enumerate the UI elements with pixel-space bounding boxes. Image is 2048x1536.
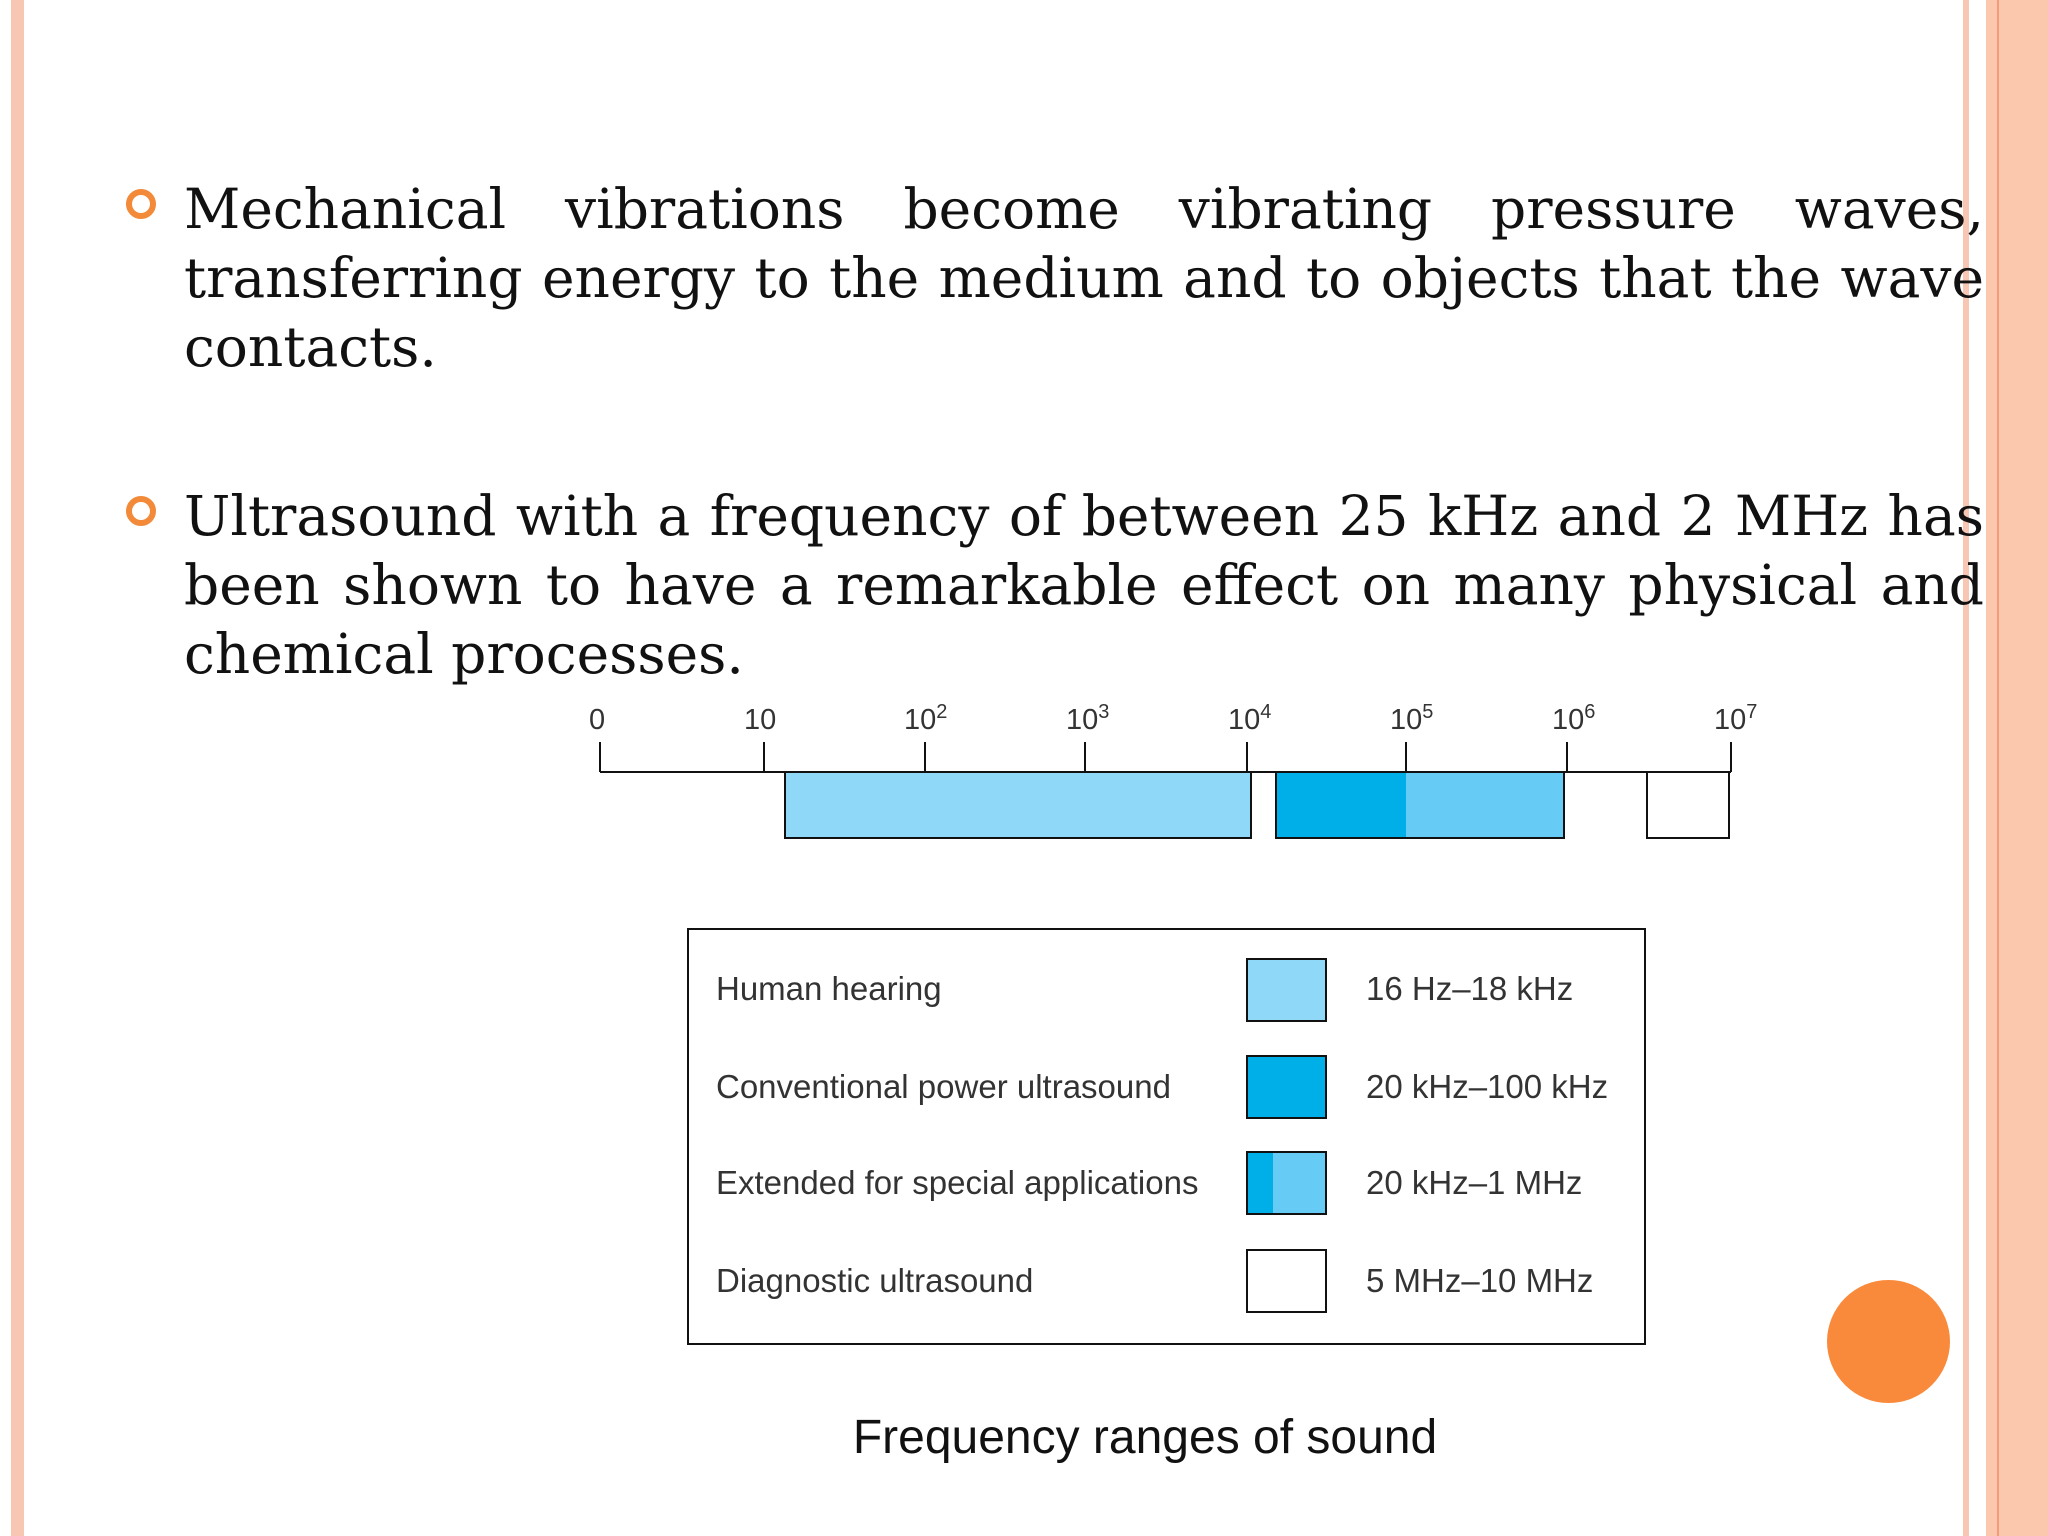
legend-swatch-extended-light (1273, 1152, 1326, 1214)
legend-swatch-conventional (1247, 1056, 1326, 1118)
axis-tick-label: 10 (744, 704, 777, 736)
axis-tick-label: $10^6$ (1552, 701, 1596, 736)
range-bars (785, 772, 1729, 838)
legend-range-conventional: 20 kHz–100 kHz (1366, 1068, 1609, 1105)
axis-tick-label: $10^3$ (1066, 701, 1110, 736)
figure-caption: Frequency ranges of sound (852, 1411, 1438, 1464)
legend-swatch-diagnostic (1247, 1250, 1326, 1312)
conventional-ultrasound-bar (1276, 772, 1406, 838)
frequency-axis (589, 701, 1757, 772)
axis-tick-label: $10^5$ (1390, 701, 1434, 736)
legend-range-extended: 20 kHz–1 MHz (1366, 1164, 1583, 1201)
axis-tick-label: 0 (589, 704, 606, 736)
bullet-text-2: Ultrasound with a frequency of between 25 kHz and 2 MHz has been shown to have a remarkable effect on many physical and chemical processes. (184, 484, 1984, 686)
legend-label-diagnostic: Diagnostic ultrasound (716, 1262, 1034, 1299)
legend-range-diagnostic: 5 MHz–10 MHz (1366, 1262, 1594, 1299)
bullet-text-1: Mechanical vibrations become vibrating pressure waves, transferring energy to the medium and to objects that the wave contacts. (184, 177, 1984, 379)
human-hearing-bar (785, 772, 1251, 838)
legend-swatch-extended-dark (1247, 1152, 1273, 1214)
axis-tick-label: $10^2$ (904, 701, 948, 736)
legend-label-human-hearing: Human hearing (716, 970, 942, 1007)
extended-ultrasound-bar (1406, 772, 1564, 838)
axis-tick-label: $10^4$ (1228, 701, 1272, 736)
legend-label-extended: Extended for special applications (716, 1164, 1199, 1201)
axis-tick-label: $10^7$ (1714, 701, 1758, 736)
legend-label-conventional: Conventional power ultrasound (716, 1068, 1171, 1105)
legend-box (688, 929, 1645, 1344)
legend-range-human-hearing: 16 Hz–18 kHz (1366, 970, 1574, 1007)
legend-swatch-human-hearing (1247, 959, 1326, 1021)
diagnostic-ultrasound-bar (1647, 772, 1729, 838)
orange-circle-decoration (1827, 1280, 1950, 1403)
